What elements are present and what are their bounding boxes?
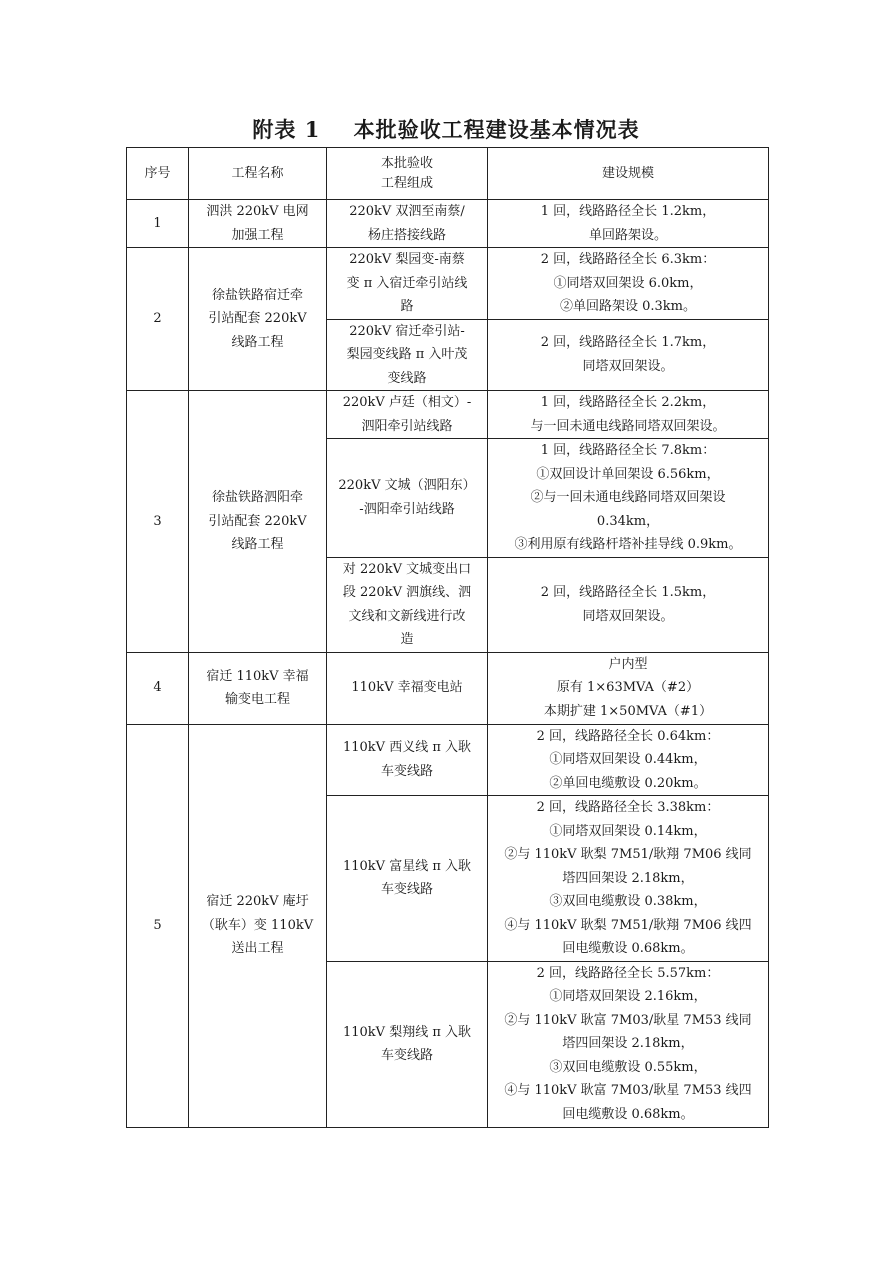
construction-scale <box>488 439 769 558</box>
cell-line: 110kV 富星线 π 入耿 <box>342 858 472 874</box>
construction-scale <box>488 319 769 391</box>
cell-line: 2 回，线路路径全长 1.7km， <box>540 335 716 351</box>
cell-line: 线路工程 <box>231 334 284 350</box>
cell-line: 本期扩建 1×50MVA（#1） <box>543 703 713 719</box>
cell-line: 加强工程 <box>231 227 284 243</box>
table-row <box>127 652 769 724</box>
project-composition <box>327 439 488 558</box>
cell-line: 车变线路 <box>380 882 433 898</box>
cell-line: 110kV 西义线 π 入耿 <box>342 740 472 756</box>
cell-line: （耿车）变 110kV <box>201 917 314 933</box>
cell-line: 2 回，线路路径全长 1.5km， <box>540 585 716 600</box>
cell-line: 徐盐铁路宿迁牵 <box>211 287 303 303</box>
cell-line: ④与 110kV 耿梨 7M51/耿翔 7M06 线四 <box>504 917 752 933</box>
cell-line: 220kV 宿迁牵引站- <box>349 323 465 339</box>
cell-line: 塔四回架设 2.18km， <box>562 1036 694 1052</box>
cell-line: 变线路 <box>387 370 427 386</box>
cell-line: ②单回路架设 0.3km。 <box>559 299 696 314</box>
cell-line: ③双回电缆敷设 0.38km， <box>549 894 707 909</box>
cell-line: 引站配套 220kV <box>208 513 307 529</box>
cell-line: ②与一回未通电线路同塔双回架设 <box>530 490 726 505</box>
row-number: 4 <box>127 652 189 724</box>
table-row <box>127 200 769 248</box>
construction-scale <box>488 200 769 248</box>
cell-line: 文线和文新线进行改 <box>348 608 466 624</box>
cell-line: 线路工程 <box>231 537 284 552</box>
header-row <box>127 148 769 200</box>
cell-line: 2 回，线路路径全长 3.38km： <box>536 800 720 815</box>
cell-line: 户内型 <box>608 656 648 672</box>
project-name <box>189 391 327 653</box>
cell-line: ③双回电缆敷设 0.55km， <box>549 1059 707 1075</box>
cell-line: 与一回未通电线路同塔双回架设。 <box>530 418 726 434</box>
header-composition-line: 工程组成 <box>380 175 433 191</box>
table-row <box>127 391 769 439</box>
construction-scale <box>488 557 769 652</box>
project-name <box>189 248 327 391</box>
cell-line: 单回路架设。 <box>588 227 667 243</box>
cell-line: 220kV 双泗至南蔡/ <box>349 204 465 219</box>
cell-line: 1 回，线路路径全长 1.2km， <box>540 204 716 219</box>
project-composition <box>327 391 488 439</box>
cell-line: 梨园变线路 π 入叶茂 <box>346 347 468 362</box>
cell-line: 1 回，线路路径全长 2.2km， <box>540 395 716 410</box>
cell-line: 泗洪 220kV 电网 <box>206 204 309 219</box>
cell-line: 杨庄搭接线路 <box>367 227 446 243</box>
cell-line: 同塔双回架设。 <box>582 608 674 624</box>
project-name <box>189 724 327 1127</box>
cell-line: 110kV 幸福变电站 <box>351 680 463 696</box>
construction-scale <box>488 961 769 1127</box>
cell-line: 1 回，线路路径全长 7.8km： <box>540 443 716 458</box>
header-no: 序号 <box>127 148 189 200</box>
cell-line: 220kV 梨园变-南蔡 <box>349 252 465 267</box>
cell-line: ②与 110kV 耿富 7M03/耿星 7M53 线同 <box>504 1012 752 1028</box>
cell-line: 车变线路 <box>380 763 433 779</box>
cell-line: 路 <box>400 299 414 314</box>
cell-line: -泗阳牵引站线路 <box>359 501 455 517</box>
cell-line: ③利用原有线路杆塔补挂导线 0.9km。 <box>514 537 742 552</box>
construction-scale <box>488 796 769 962</box>
header-composition-line: 本批验收 <box>380 155 433 171</box>
project-table <box>126 147 769 1128</box>
cell-line: ④与 110kV 耿富 7M03/耿星 7M53 线四 <box>504 1083 752 1099</box>
header-name: 工程名称 <box>189 148 327 200</box>
project-composition <box>327 200 488 248</box>
cell-line: 2 回，线路路径全长 6.3km： <box>540 252 716 267</box>
cell-line: 引站配套 220kV <box>208 311 307 327</box>
project-name <box>189 200 327 248</box>
table-title: 附表 1 本批验收工程建设基本情况表 <box>252 117 640 142</box>
cell-line: 回电缆敷设 0.68km。 <box>562 1106 694 1122</box>
cell-line: 车变线路 <box>380 1048 433 1063</box>
cell-line: 塔四回架设 2.18km， <box>562 870 694 886</box>
construction-scale <box>488 391 769 439</box>
cell-line: ①双回设计单回架设 6.56km， <box>536 466 720 482</box>
header-composition <box>327 148 488 200</box>
cell-line: ①同塔双回架设 6.0km， <box>553 275 703 291</box>
construction-scale <box>488 652 769 724</box>
project-composition <box>327 961 488 1127</box>
cell-line: 0.34km， <box>596 513 660 529</box>
cell-line: 输变电工程 <box>224 692 290 707</box>
cell-line: ①同塔双回架设 0.44km， <box>549 752 707 767</box>
cell-line: 2 回，线路路径全长 5.57km： <box>536 965 720 981</box>
project-composition <box>327 248 488 320</box>
project-composition <box>327 724 488 796</box>
cell-line: 同塔双回架设。 <box>582 358 674 374</box>
cell-line: 对 220kV 文城变出口 <box>342 561 472 577</box>
project-composition <box>327 319 488 391</box>
row-number: 3 <box>127 391 189 653</box>
cell-line: ②单回电缆敷设 0.20km。 <box>549 775 707 791</box>
row-number: 2 <box>127 248 189 391</box>
cell-line: 宿迁 110kV 幸福 <box>206 668 309 684</box>
project-composition <box>327 557 488 652</box>
project-name <box>189 652 327 724</box>
row-number: 1 <box>127 200 189 248</box>
cell-line: 造 <box>400 632 414 647</box>
table-row <box>127 724 769 796</box>
cell-line: ②与 110kV 耿梨 7M51/耿翔 7M06 线同 <box>504 847 752 862</box>
cell-line: 泗阳牵引站线路 <box>361 418 453 434</box>
table-row <box>127 248 769 320</box>
cell-line: ①同塔双回架设 0.14km， <box>549 823 707 839</box>
cell-line: 段 220kV 泗旗线、泗 <box>342 585 472 600</box>
project-composition <box>327 796 488 962</box>
row-number: 5 <box>127 724 189 1127</box>
header-scale: 建设规模 <box>488 148 769 200</box>
cell-line: 变 π 入宿迁牵引站线 <box>346 275 468 291</box>
cell-line: 送出工程 <box>231 941 284 957</box>
cell-line: 220kV 文城（泗阳东） <box>338 478 476 494</box>
cell-line: 原有 1×63MVA（#2） <box>556 680 700 696</box>
construction-scale <box>488 724 769 796</box>
project-composition <box>327 652 488 724</box>
cell-line: 110kV 梨翔线 π 入耿 <box>342 1024 472 1040</box>
cell-line: 徐盐铁路泗阳牵 <box>211 490 303 505</box>
cell-line: 2 回，线路路径全长 0.64km： <box>536 728 720 744</box>
construction-scale <box>488 248 769 320</box>
cell-line: ①同塔双回架设 2.16km， <box>549 989 707 1005</box>
cell-line: 220kV 卢廷（相文）- <box>342 395 472 410</box>
cell-line: 回电缆敷设 0.68km。 <box>562 941 694 956</box>
cell-line: 宿迁 220kV 庵圩 <box>206 894 309 910</box>
